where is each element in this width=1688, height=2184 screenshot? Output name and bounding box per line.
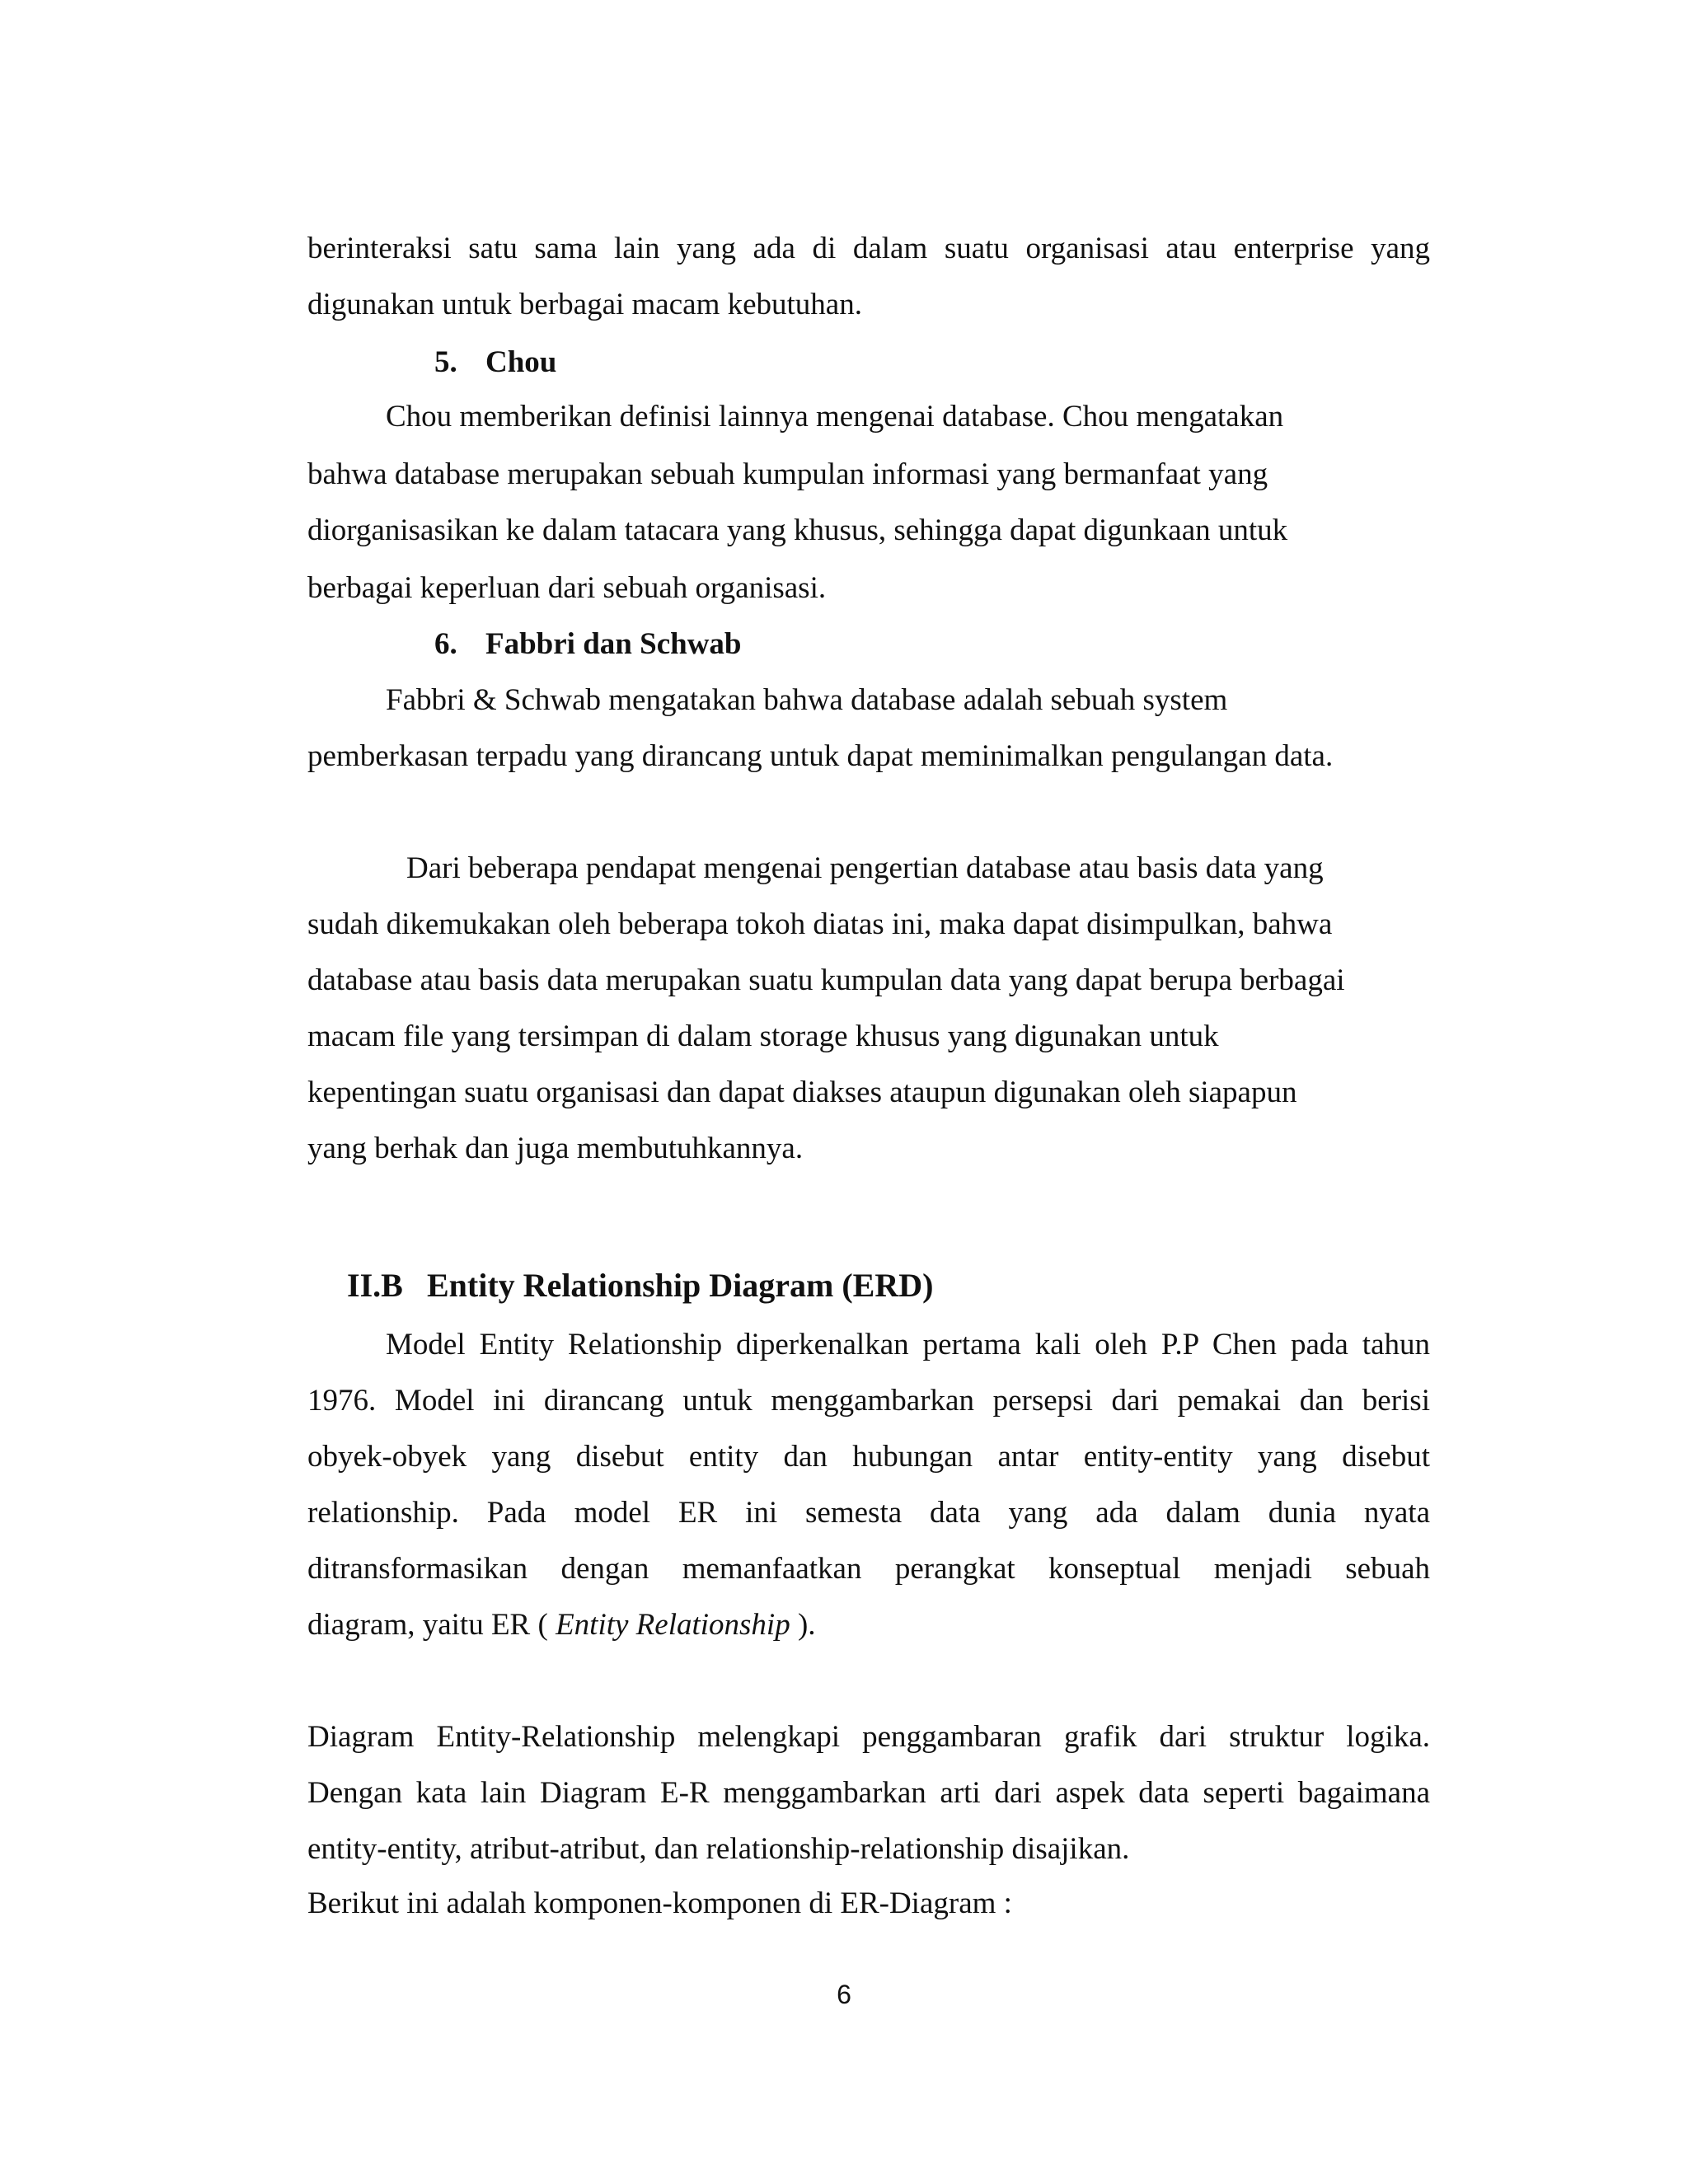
- text-line: entity-entity, atribut-atribut, dan relationship-relationship disajikan.: [307, 1832, 1130, 1866]
- text-line: macam file yang tersimpan di dalam storage khusus yang digunakan untuk: [307, 1019, 1219, 1053]
- text-line: [307, 1605, 816, 1645]
- text-line: bahwa database merupakan sebuah kumpulan informasi yang bermanfaat yang: [307, 457, 1268, 491]
- text-run: diagram, yaitu ER (: [307, 1608, 556, 1642]
- text-line: Dengan kata lain Diagram E-R menggambarkan arti dari aspek data seperti bagaimana: [307, 1776, 1430, 1810]
- list-heading-6: [434, 625, 742, 664]
- text-line: Diagram Entity-Relationship melengkapi penggambaran grafik dari struktur logika.: [307, 1720, 1430, 1754]
- text-line: Dari beberapa pendapat mengenai pengertian database atau basis data yang: [406, 851, 1324, 885]
- text-line: yang berhak dan juga membutuhkannya.: [307, 1132, 804, 1165]
- text-run: ).: [790, 1608, 816, 1642]
- list-title: Fabbri dan Schwab: [485, 627, 742, 661]
- text-line: pemberkasan terpadu yang dirancang untuk dapat meminimalkan pengulangan data.: [307, 739, 1334, 773]
- section-number: II.B: [347, 1267, 403, 1304]
- list-title: Chou: [485, 345, 557, 379]
- italic-term: Entity Relationship: [556, 1608, 790, 1642]
- text-line: sudah dikemukakan oleh beberapa tokoh diatas ini, maka dapat disimpulkan, bahwa: [307, 907, 1333, 941]
- text-line: Chou memberikan definisi lainnya mengenai database. Chou mengatakan: [386, 400, 1284, 434]
- page-number: 6: [837, 1980, 851, 2009]
- text-line: Model Entity Relationship diperkenalkan pertama kali oleh P.P Chen pada tahun: [386, 1328, 1430, 1361]
- text-line: Berikut ini adalah komponen-komponen di ER-Diagram :: [307, 1886, 1012, 1920]
- list-number: 5.: [434, 345, 457, 379]
- text-line: digunakan untuk berbagai macam kebutuhan.: [307, 288, 862, 321]
- section-title: Entity Relationship Diagram (ERD): [427, 1267, 934, 1304]
- text-line: obyek-obyek yang disebut entity dan hubungan antar entity-entity yang disebut: [307, 1440, 1430, 1474]
- text-line: relationship. Pada model ER ini semesta data yang ada dalam dunia nyata: [307, 1496, 1430, 1530]
- text-line: berinteraksi satu sama lain yang ada di dalam suatu organisasi atau enterprise yang: [307, 232, 1430, 265]
- text-line: 1976. Model ini dirancang untuk menggambarkan persepsi dari pemakai dan berisi: [307, 1384, 1430, 1418]
- text-line: kepentingan suatu organisasi dan dapat diakses ataupun digunakan oleh siapapun: [307, 1076, 1297, 1109]
- text-line: database atau basis data merupakan suatu kumpulan data yang dapat berupa berbagai: [307, 963, 1345, 997]
- text-line: ditransformasikan dengan memanfaatkan perangkat konseptual menjadi sebuah: [307, 1552, 1430, 1586]
- list-number: 6.: [434, 627, 457, 661]
- section-heading: [347, 1264, 933, 1307]
- list-heading-5: [434, 343, 556, 382]
- text-line: diorganisasikan ke dalam tatacara yang khusus, sehingga dapat digunkaan untuk: [307, 513, 1288, 547]
- text-line: berbagai keperluan dari sebuah organisasi.: [307, 571, 827, 605]
- text-line: Fabbri & Schwab mengatakan bahwa database adalah sebuah system: [386, 683, 1228, 717]
